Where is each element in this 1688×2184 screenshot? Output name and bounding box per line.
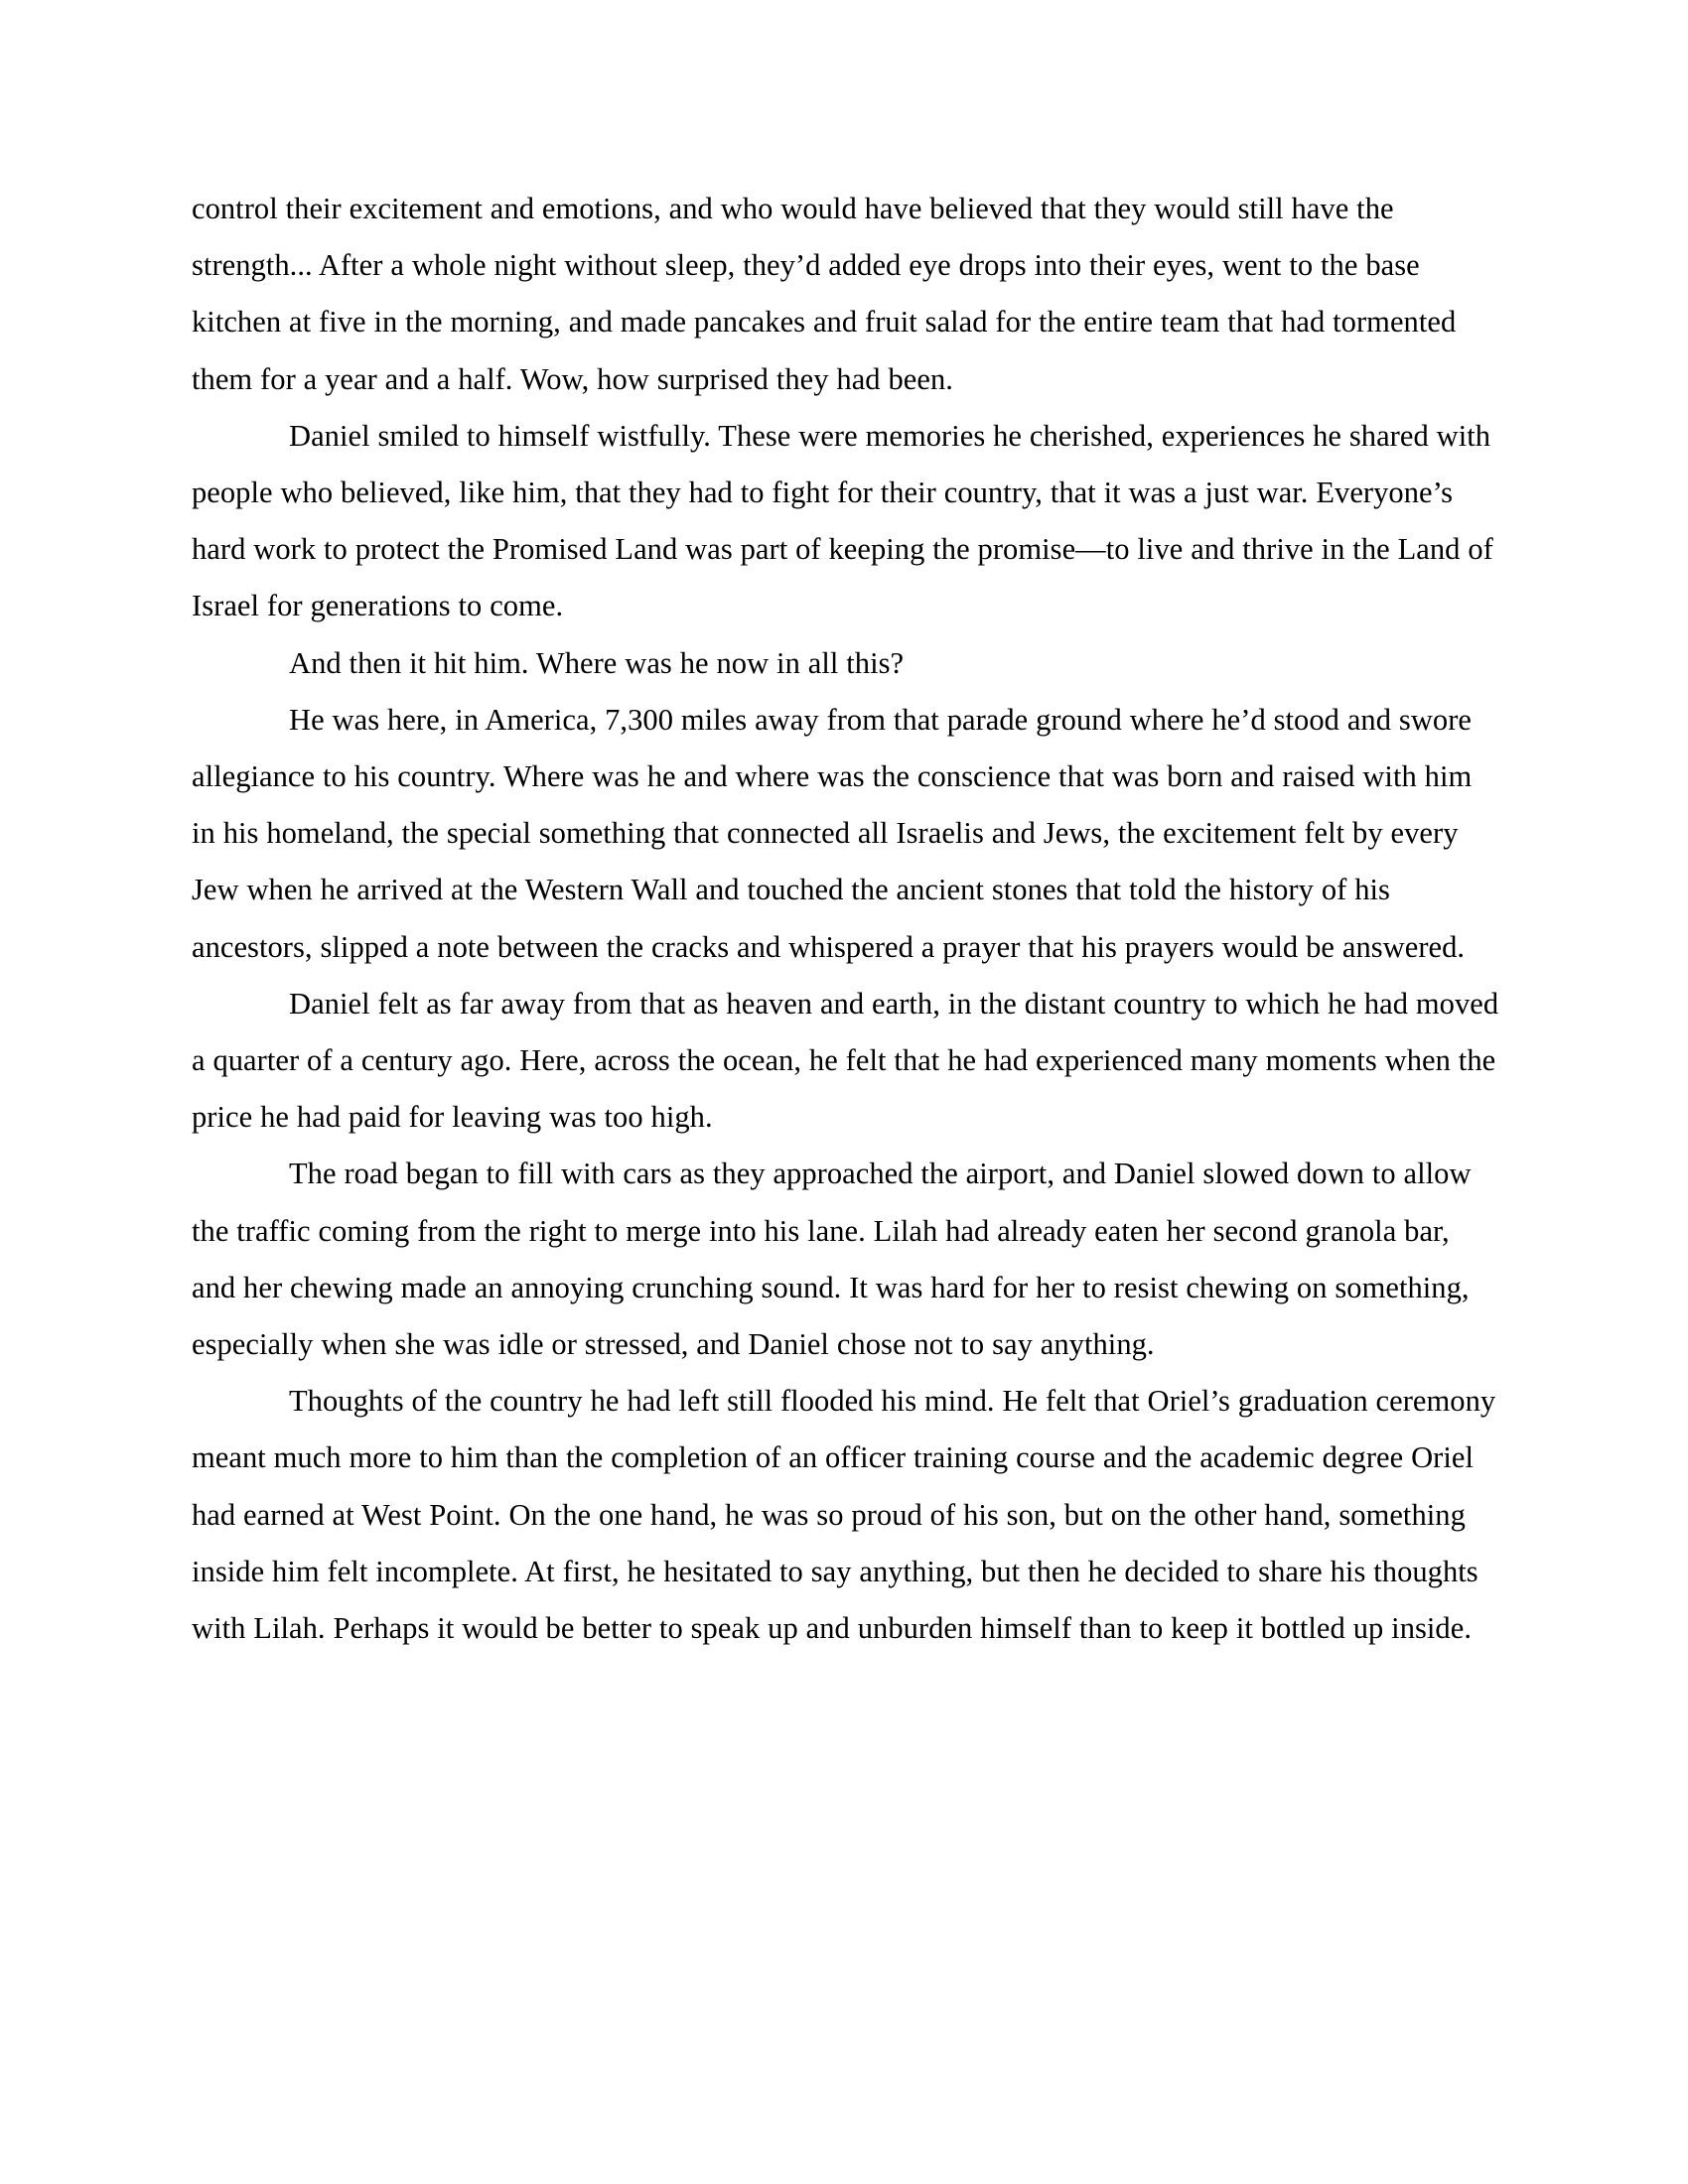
paragraph-control-excitement: control their excitement and emotions, and who would have believed that they would still have the strength... After a whole night without sleep, they’d added eye drops into their eyes, went to the base kitchen at five in the morning, and made pancakes and fruit salad for the entire team that had tormented them for a year and a half. Wow, how surprised they had been. [192,192,1457,396]
paragraph-and-then-it-hit-him: And then it hit him. Where was he now in all this? [289,645,905,680]
paragraph-road-began-to-fill: The road began to fill with cars as they approached the airport, and Daniel slowed down to allow the traffic coming from the right to merge into his lane. Lilah had already eaten her second granola bar, and her chewing made an annoying crunching sound. It was hard for her to resist chewing on something, especially when she was idle or stressed, and Daniel chose not to say anything. [192,1157,1472,1362]
paragraph-daniel-smiled: Daniel smiled to himself wistfully. These were memories he cherished, experiences he shared with people who believed, like him, that they had to fight for their country, that it was a just war. Everyone’s hard work to protect the Promised Land was part of keeping the promise—to live and thrive in the Land of Israel for generations to come. [192,418,1493,623]
text-column [192,181,1500,1657]
paragraph-daniel-felt-far-away: Daniel felt as far away from that as heaven and earth, in the distant country to which he had moved a quarter of a century ago. Here, across the ocean, he felt that he had experienced many moments when the price he had paid for leaving was too high. [192,986,1499,1135]
paragraph-he-was-here-america: He was here, in America, 7,300 miles away from that parade ground where he’d stood and swore allegiance to his country. Where was he and where was the conscience that was born and raised with him in his homeland, the special something that connected all Israelis and Jews, the excitement felt by every Jew when he arrived at the Western Wall and touched the ancient stones that told the history of his ancestors, slipped a note between the cracks and whispered a prayer that his prayers would be answered. [192,702,1473,964]
paragraph-thoughts-of-the-country: Thoughts of the country he had left still flooded his mind. He felt that Oriel’s graduation ceremony meant much more to him than the completion of an officer training course and the academic degree Oriel had earned at West Point. On the one hand, he was so proud of his son, but on the other hand, something inside him felt incomplete. At first, he hesitated to say anything, but then he decided to share his thoughts with Lilah. Perhaps it would be better to speak up and unburden himself than to keep it bottled up inside. [192,1384,1496,1646]
